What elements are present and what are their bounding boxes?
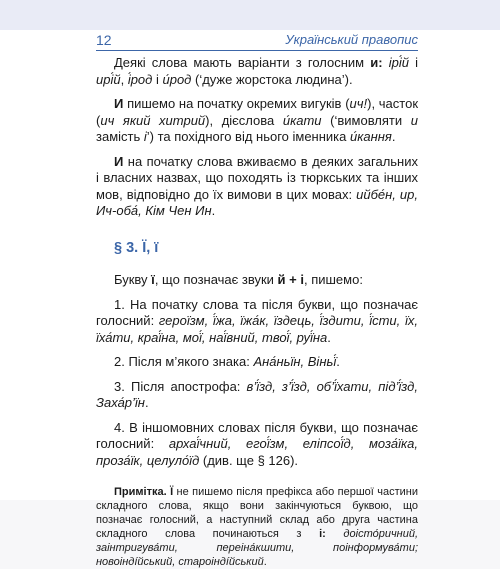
example-word: ірі́й — [388, 55, 409, 70]
rule-item-4 — [96, 420, 418, 470]
text: ), часток ( — [96, 96, 419, 128]
text: (див. ще § 126). — [199, 452, 299, 468]
text: ), дієслова — [205, 112, 283, 128]
example-word: ич який хитрий — [100, 112, 206, 128]
page-header — [96, 30, 418, 51]
text: . — [144, 395, 149, 410]
example-word: о — [179, 313, 187, 328]
rule-item-3 — [96, 379, 418, 412]
text: (‘вимовляти — [321, 112, 411, 128]
bold-text: й + і — [277, 272, 304, 287]
text: 3. Після апострофа: — [114, 378, 247, 394]
bold-text: И — [114, 153, 124, 169]
text: . — [263, 556, 267, 568]
example-word: и́род — [162, 71, 192, 87]
text — [326, 528, 344, 540]
example-word: доісто́ричний, заінтригува́ти, переіна́кшити, поінформува́ти; новоіндíйський, староіндíйський — [96, 528, 418, 568]
bold-text: И — [114, 96, 124, 111]
example-word: і — [143, 129, 147, 144]
text: пишемо на початку окремих вигуків ( — [123, 96, 350, 111]
text: і — [152, 71, 163, 87]
text: , що позначає звуки — [154, 272, 278, 287]
text: , — [120, 71, 128, 87]
text: 1. На початку слова та після букви, що позначає голосний: — [96, 296, 418, 328]
section-title: § 3. Ї, ї — [114, 239, 159, 256]
example-word: ийбе́н, ир, Ич-оба́, Кім Чен Ин — [96, 186, 418, 218]
paragraph-letter-yi — [96, 272, 418, 289]
text: на початку слова вживаємо в деяких загальних і власних назвах, що походять із тюркських та інших мов, відповідно до їх вимови в цих мовах: — [96, 153, 418, 202]
text: (‘дуже жорстока людина’). — [191, 71, 353, 87]
example-word: і́род — [127, 71, 153, 87]
example-word: и́кати — [282, 112, 322, 128]
bold-text: і: — [319, 528, 326, 540]
text: , пишемо: — [303, 272, 363, 287]
text: . — [327, 329, 331, 345]
page-content — [96, 55, 418, 569]
note-paragraph — [96, 485, 418, 569]
example-word: ирі́й — [96, 71, 121, 87]
text: Деякі слова мають варіанти з голосним — [114, 55, 371, 70]
example-word: гер — [158, 313, 180, 328]
rule-item-1 — [96, 297, 418, 347]
example-word: и — [410, 112, 418, 128]
page-number: 12 — [96, 32, 112, 48]
text: замість — [96, 129, 144, 144]
text: 4. В іншомовних словах після букви, що позначає голосний: — [96, 419, 418, 451]
paragraph-interjections — [96, 96, 418, 146]
bold-text: Ї — [166, 486, 174, 498]
text: Букву — [114, 272, 152, 287]
text: . — [391, 129, 396, 144]
text: не пишемо після префікса або першої частини складного слова, якщо вони закінчуються буквою, що позначає голосний, а наступний склад або друга частина складного слова починаються з — [96, 486, 418, 540]
example-word: Ана́ньїн, Віньї́ — [253, 354, 337, 369]
header-band — [0, 0, 500, 30]
rule-item-2 — [96, 354, 418, 371]
example-word: ич! — [349, 96, 368, 111]
text: 2. Після м’якого знака: — [114, 354, 254, 369]
note-label: Примітка. — [114, 486, 167, 498]
example-word: архаї́чний, егої́зм, еліпсої́д, моза́їка, проза́їк, целуло́їд — [96, 436, 419, 468]
paragraph-loanwords — [96, 154, 418, 220]
text: . — [336, 354, 340, 369]
text: ’) та похідного від нього іменника — [146, 129, 350, 144]
running-title: Український правопис — [285, 32, 418, 47]
example-word: и́кання — [350, 129, 392, 144]
example-word: їзм, ї́жа, їжа́к, їздець, ї́здити, ї́сти, їх, їха́ти, краї́на, мої́, наї́вний, твої́, руї́на — [96, 313, 418, 345]
paragraph-variants — [96, 55, 418, 88]
bold-text: и: — [370, 55, 389, 70]
example-word: в’ї́зд, з’ї́зд, об’ї́хати, під’ї́зд, Заха́р’їн — [96, 378, 418, 410]
text: . — [211, 203, 216, 218]
text: і — [408, 55, 418, 70]
bold-text: ї — [151, 272, 155, 287]
